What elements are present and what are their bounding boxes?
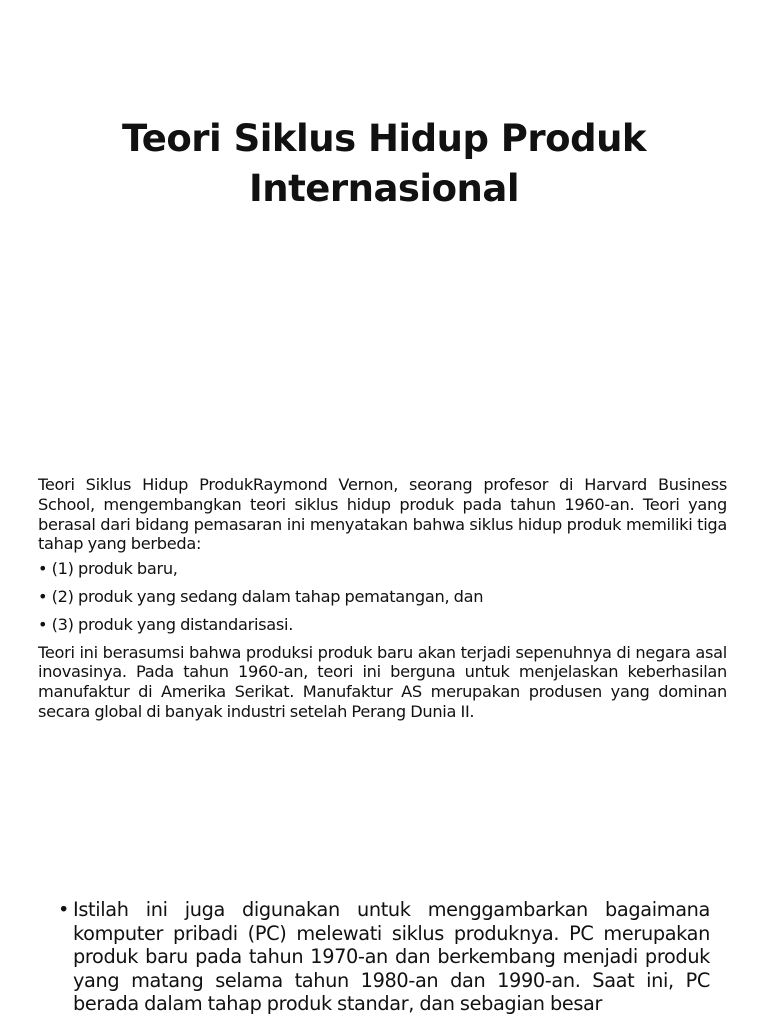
slide-body: [38, 475, 727, 722]
stage-list-item: • (3) produk yang distandarisasi.: [38, 615, 727, 635]
slide-title-line-1: Teori Siklus Hidup Produk: [121, 117, 647, 160]
stage-list-item: • (2) produk yang sedang dalam tahap pematangan, dan: [38, 587, 727, 607]
stage-list-item: • (1) produk baru,: [38, 559, 727, 579]
stage-list: [38, 559, 727, 634]
intro-paragraph: Teori Siklus Hidup ProdukRaymond Vernon, seorang profesor di Harvard Business School, mengembangkan teori siklus hidup produk pada tahun 1960-an. Teori yang berasal dari bidang pemasaran ini menyatakan bahwa siklus hidup produk memiliki tiga tahap yang berbeda:: [38, 475, 727, 554]
slide-2-bullet-list: [58, 898, 710, 1016]
slide-title-line-2: Internasional: [248, 167, 520, 210]
assumption-paragraph: Teori ini berasumsi bahwa produksi produk baru akan terjadi sepenuhnya di negara asal inovasinya. Pada tahun 1960-an, teori ini berguna untuk menjelaskan keberhasilan manufaktur di Amerika Serikat. Manufaktur AS merupakan produsen yang dominan secara global di banyak industri setelah Perang Dunia II.: [38, 642, 727, 721]
slide-2: [0, 830, 768, 1024]
pc-lifecycle-bullet: • Istilah ini juga digunakan untuk menggambarkan bagaimana komputer pribadi (PC) melewati siklus produknya. PC merupakan produk baru pada tahun 1970-an dan berkembang menjadi produk yang matang selama tahun 1980-an dan 1990-an. Saat ini, PC berada dalam tahap produk standar, dan sebagian besar: [58, 898, 710, 1016]
slide-title: [60, 114, 708, 214]
slide-2-body: [58, 898, 710, 1016]
